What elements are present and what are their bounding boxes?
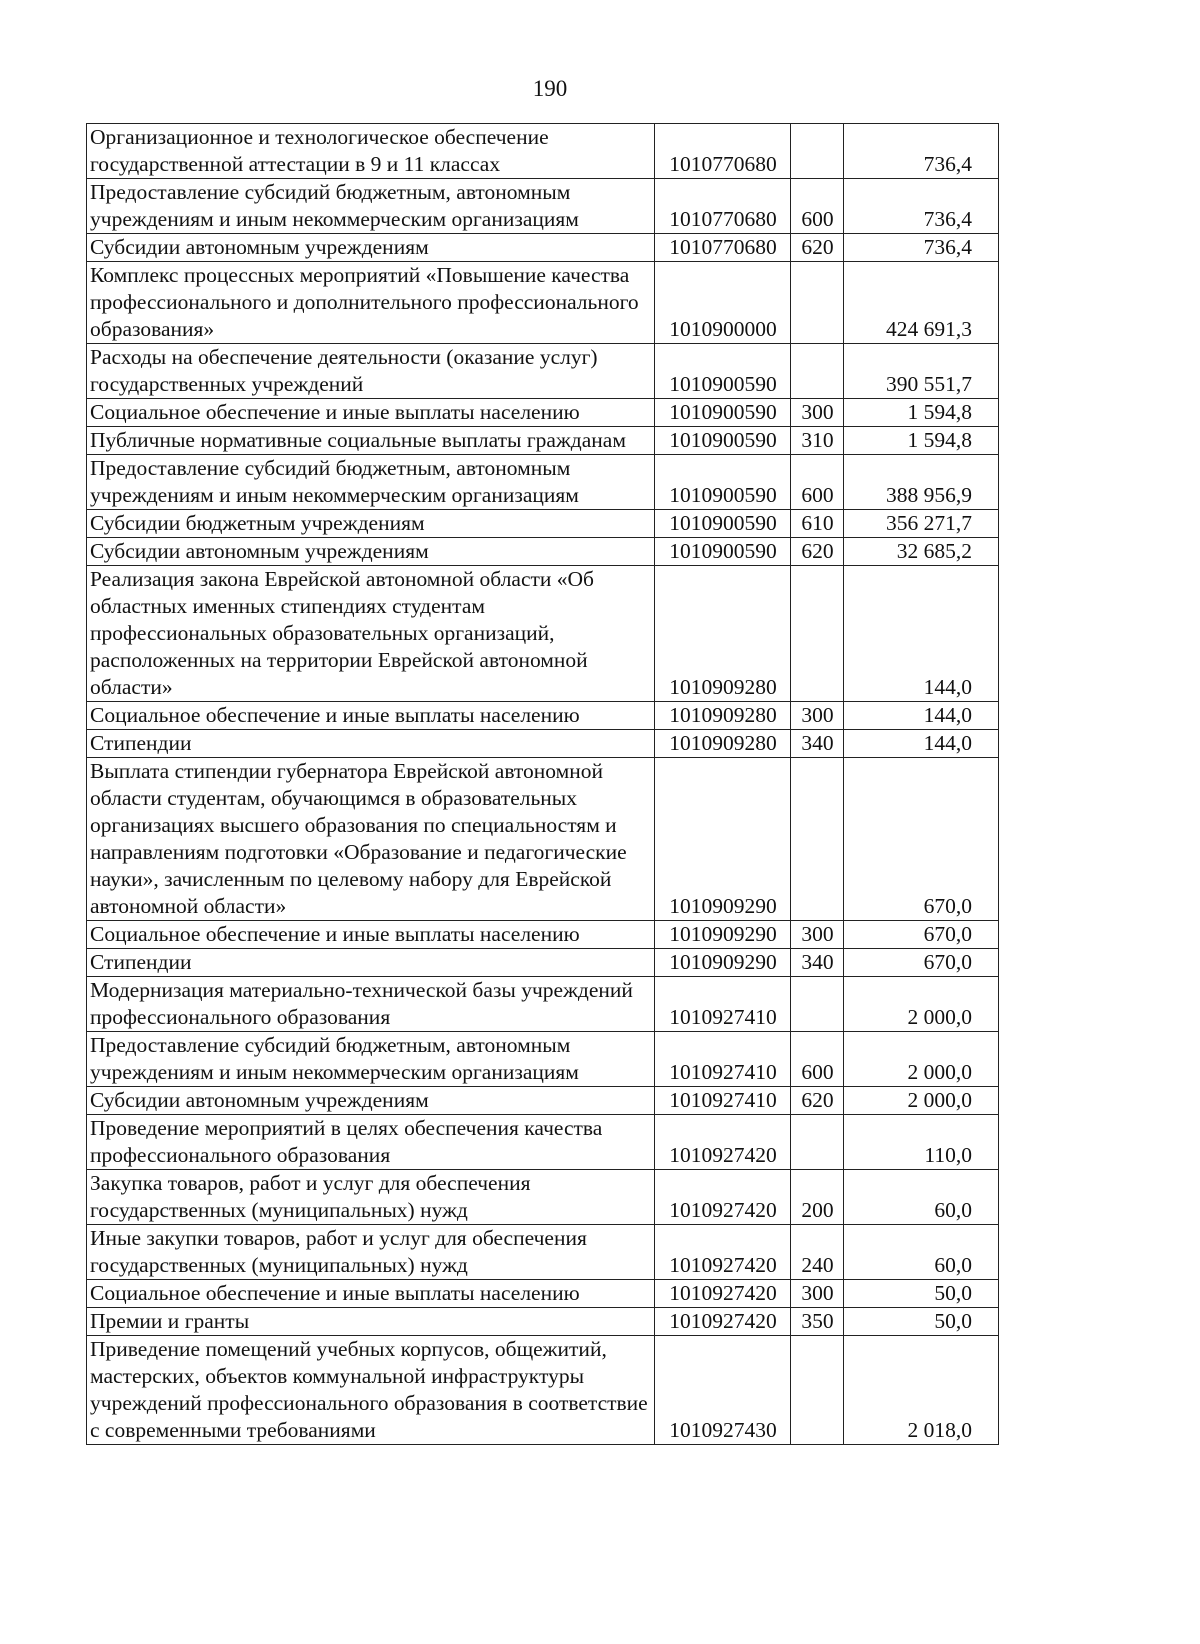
row-expense-type-cell: 340 xyxy=(791,730,844,758)
row-name-cell: Организационное и технологическое обеспечение государственной аттестации в 9 и 11 классах xyxy=(87,124,655,179)
row-expense-type-cell: 600 xyxy=(791,455,844,510)
row-amount-cell: 1 594,8 xyxy=(844,427,999,455)
row-amount-cell: 2 000,0 xyxy=(844,977,999,1032)
row-name-cell: Приведение помещений учебных корпусов, общежитий, мастерских, объектов коммунальной инфраструктуры учреждений профессионального образования в соответствие с современными требованиями xyxy=(87,1336,655,1445)
row-code-cell: 1010900590 xyxy=(655,538,791,566)
table-row xyxy=(87,949,999,977)
row-expense-type-cell: 350 xyxy=(791,1308,844,1336)
table-row xyxy=(87,510,999,538)
table-row xyxy=(87,1087,999,1115)
table-row xyxy=(87,1170,999,1225)
row-expense-type-cell: 600 xyxy=(791,179,844,234)
row-code-cell: 1010909280 xyxy=(655,566,791,702)
table-row xyxy=(87,399,999,427)
row-expense-type-cell: 600 xyxy=(791,1032,844,1087)
row-expense-type-cell: 300 xyxy=(791,702,844,730)
row-expense-type-cell xyxy=(791,1336,844,1445)
row-name-cell: Проведение мероприятий в целях обеспечения качества профессионального образования xyxy=(87,1115,655,1170)
row-expense-type-cell xyxy=(791,977,844,1032)
row-code-cell: 1010909280 xyxy=(655,730,791,758)
row-amount-cell: 2 000,0 xyxy=(844,1032,999,1087)
row-amount-cell: 50,0 xyxy=(844,1280,999,1308)
table-row xyxy=(87,566,999,702)
page-number: 190 xyxy=(532,76,568,101)
row-name-cell: Предоставление субсидий бюджетным, автономным учреждениям и иным некоммерческим организациям xyxy=(87,179,655,234)
row-amount-cell: 356 271,7 xyxy=(844,510,999,538)
row-amount-cell: 670,0 xyxy=(844,921,999,949)
row-amount-cell: 1 594,8 xyxy=(844,399,999,427)
row-amount-cell: 144,0 xyxy=(844,730,999,758)
row-expense-type-cell: 620 xyxy=(791,538,844,566)
row-expense-type-cell: 620 xyxy=(791,1087,844,1115)
row-amount-cell: 424 691,3 xyxy=(844,262,999,344)
row-name-cell: Субсидии автономным учреждениям xyxy=(87,1087,655,1115)
table-row xyxy=(87,977,999,1032)
row-code-cell: 1010770680 xyxy=(655,124,791,179)
row-expense-type-cell: 300 xyxy=(791,1280,844,1308)
row-code-cell: 1010927410 xyxy=(655,1032,791,1087)
table-row xyxy=(87,344,999,399)
row-code-cell: 1010770680 xyxy=(655,179,791,234)
row-amount-cell: 736,4 xyxy=(844,124,999,179)
row-code-cell: 1010927420 xyxy=(655,1308,791,1336)
row-amount-cell: 60,0 xyxy=(844,1170,999,1225)
table-row xyxy=(87,1280,999,1308)
table-row xyxy=(87,427,999,455)
row-name-cell: Субсидии автономным учреждениям xyxy=(87,538,655,566)
row-code-cell: 1010770680 xyxy=(655,234,791,262)
row-expense-type-cell: 620 xyxy=(791,234,844,262)
row-code-cell: 1010909280 xyxy=(655,702,791,730)
row-amount-cell: 670,0 xyxy=(844,949,999,977)
row-name-cell: Реализация закона Еврейской автономной области «Об областных именных стипендиях студентам профессиональных образовательных организаций, расположенных на территории Еврейской автономной области» xyxy=(87,566,655,702)
row-name-cell: Субсидии автономным учреждениям xyxy=(87,234,655,262)
row-amount-cell: 390 551,7 xyxy=(844,344,999,399)
table-row xyxy=(87,124,999,179)
row-code-cell: 1010927420 xyxy=(655,1280,791,1308)
row-name-cell: Выплата стипендии губернатора Еврейской автономной области студентам, обучающимся в образовательных организациях высшего образования по специальностям и направлениям подготовки «Образование и педагогические науки», зачисленным по целевому набору для Еврейской автономной области» xyxy=(87,758,655,921)
row-code-cell: 1010900590 xyxy=(655,427,791,455)
row-amount-cell: 736,4 xyxy=(844,234,999,262)
row-name-cell: Социальное обеспечение и иные выплаты населению xyxy=(87,1280,655,1308)
row-code-cell: 1010900590 xyxy=(655,344,791,399)
row-amount-cell: 110,0 xyxy=(844,1115,999,1170)
row-amount-cell: 60,0 xyxy=(844,1225,999,1280)
row-amount-cell: 50,0 xyxy=(844,1308,999,1336)
table-row xyxy=(87,1115,999,1170)
row-expense-type-cell: 240 xyxy=(791,1225,844,1280)
row-code-cell: 1010927410 xyxy=(655,977,791,1032)
row-code-cell: 1010900590 xyxy=(655,399,791,427)
row-expense-type-cell: 610 xyxy=(791,510,844,538)
budget-table xyxy=(86,123,999,1445)
row-amount-cell: 32 685,2 xyxy=(844,538,999,566)
row-code-cell: 1010900590 xyxy=(655,510,791,538)
row-code-cell: 1010927420 xyxy=(655,1225,791,1280)
row-expense-type-cell: 300 xyxy=(791,921,844,949)
row-amount-cell: 736,4 xyxy=(844,179,999,234)
row-name-cell: Модернизация материально-технической базы учреждений профессионального образования xyxy=(87,977,655,1032)
row-expense-type-cell: 340 xyxy=(791,949,844,977)
row-expense-type-cell xyxy=(791,1115,844,1170)
table-row xyxy=(87,730,999,758)
table-row xyxy=(87,1336,999,1445)
row-amount-cell: 144,0 xyxy=(844,566,999,702)
row-code-cell: 1010909290 xyxy=(655,758,791,921)
row-code-cell: 1010900000 xyxy=(655,262,791,344)
row-expense-type-cell xyxy=(791,344,844,399)
row-code-cell: 1010927420 xyxy=(655,1115,791,1170)
row-expense-type-cell xyxy=(791,262,844,344)
row-amount-cell: 144,0 xyxy=(844,702,999,730)
table-row xyxy=(87,702,999,730)
row-code-cell: 1010927410 xyxy=(655,1087,791,1115)
row-name-cell: Расходы на обеспечение деятельности (оказание услуг) государственных учреждений xyxy=(87,344,655,399)
budget-table-body xyxy=(87,124,999,1445)
table-row xyxy=(87,234,999,262)
table-row xyxy=(87,921,999,949)
table-row xyxy=(87,538,999,566)
table-row xyxy=(87,758,999,921)
row-name-cell: Премии и гранты xyxy=(87,1308,655,1336)
row-expense-type-cell: 300 xyxy=(791,399,844,427)
row-name-cell: Комплекс процессных мероприятий «Повышение качества профессионального и дополнительного профессионального образования» xyxy=(87,262,655,344)
table-row xyxy=(87,455,999,510)
row-expense-type-cell xyxy=(791,566,844,702)
row-expense-type-cell xyxy=(791,124,844,179)
table-row xyxy=(87,262,999,344)
row-name-cell: Социальное обеспечение и иные выплаты населению xyxy=(87,921,655,949)
row-name-cell: Предоставление субсидий бюджетным, автономным учреждениям и иным некоммерческим организациям xyxy=(87,1032,655,1087)
row-amount-cell: 2 018,0 xyxy=(844,1336,999,1445)
row-amount-cell: 388 956,9 xyxy=(844,455,999,510)
table-row xyxy=(87,1032,999,1087)
row-name-cell: Социальное обеспечение и иные выплаты населению xyxy=(87,399,655,427)
row-name-cell: Публичные нормативные социальные выплаты гражданам xyxy=(87,427,655,455)
row-expense-type-cell xyxy=(791,758,844,921)
table-row xyxy=(87,1308,999,1336)
row-name-cell: Стипендии xyxy=(87,730,655,758)
row-amount-cell: 670,0 xyxy=(844,758,999,921)
row-name-cell: Предоставление субсидий бюджетным, автономным учреждениям и иным некоммерческим организациям xyxy=(87,455,655,510)
row-amount-cell: 2 000,0 xyxy=(844,1087,999,1115)
row-name-cell: Социальное обеспечение и иные выплаты населению xyxy=(87,702,655,730)
row-name-cell: Иные закупки товаров, работ и услуг для обеспечения государственных (муниципальных) нужд xyxy=(87,1225,655,1280)
row-code-cell: 1010927430 xyxy=(655,1336,791,1445)
row-code-cell: 1010927420 xyxy=(655,1170,791,1225)
row-expense-type-cell: 310 xyxy=(791,427,844,455)
row-name-cell: Субсидии бюджетным учреждениям xyxy=(87,510,655,538)
row-name-cell: Стипендии xyxy=(87,949,655,977)
row-name-cell: Закупка товаров, работ и услуг для обеспечения государственных (муниципальных) нужд xyxy=(87,1170,655,1225)
row-code-cell: 1010909290 xyxy=(655,949,791,977)
row-code-cell: 1010900590 xyxy=(655,455,791,510)
table-row xyxy=(87,179,999,234)
row-code-cell: 1010909290 xyxy=(655,921,791,949)
row-expense-type-cell: 200 xyxy=(791,1170,844,1225)
table-row xyxy=(87,1225,999,1280)
